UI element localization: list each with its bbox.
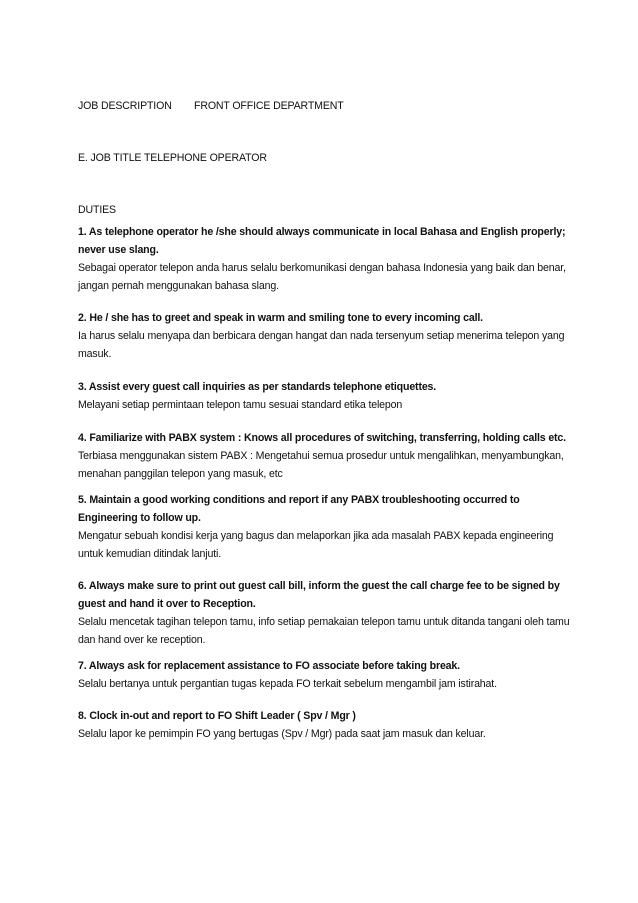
duty-item bbox=[78, 707, 578, 743]
duty-indonesian-text: Selalu bertanya untuk pergantian tugas kepada FO terkait sebelum mengambil jam istirahat. bbox=[78, 678, 497, 690]
duties-heading: DUTIES bbox=[78, 204, 116, 216]
duty-item bbox=[78, 223, 578, 295]
document-header bbox=[78, 97, 578, 115]
duty-indonesian-text: Selalu mencetak tagihan telepon tamu, info setiap pemakaian telepon tamu untuk ditanda tangani oleh tamu dan hand over ke reception. bbox=[78, 616, 570, 646]
header-department: FRONT OFFICE DEPARTMENT bbox=[194, 100, 344, 112]
duty-english-text: 3. Assist every guest call inquiries as per standards telephone etiquettes. bbox=[78, 381, 437, 393]
duty-english-text: 1. As telephone operator he /she should always communicate in local Bahasa and English properly; never use slang. bbox=[78, 226, 566, 256]
duty-indonesian-text: Ia harus selalu menyapa dan berbicara dengan hangat dan nada tersenyum setiap menerima telepon yang masuk. bbox=[78, 330, 565, 360]
duty-indonesian-text: Selalu lapor ke pemimpin FO yang bertugas (Spv / Mgr) pada saat jam masuk dan keluar. bbox=[78, 728, 486, 740]
job-title: E. JOB TITLE TELEPHONE OPERATOR bbox=[78, 152, 267, 164]
duty-item bbox=[78, 378, 578, 414]
duty-item bbox=[78, 309, 578, 363]
duty-indonesian-text: Terbiasa menggunakan sistem PABX : Mengetahui semua prosedur untuk mengalihkan, menyambungkan, menahan panggilan telepon yang masuk, etc bbox=[78, 450, 564, 480]
header-job-description: JOB DESCRIPTION bbox=[78, 100, 172, 112]
duty-indonesian-text: Melayani setiap permintaan telepon tamu sesuai standard etika telepon bbox=[78, 399, 403, 411]
duty-english-text: 8. Clock in-out and report to FO Shift Leader ( Spv / Mgr ) bbox=[78, 710, 356, 722]
duty-item bbox=[78, 491, 578, 563]
duty-english-text: 4. Familiarize with PABX system : Knows all procedures of switching, transferring, holding calls etc. bbox=[78, 432, 566, 444]
duty-english-text: 5. Maintain a good working conditions and report if any PABX troubleshooting occurred to Engineering to follow up. bbox=[78, 494, 520, 524]
document-content bbox=[78, 97, 578, 743]
duty-english-text: 6. Always make sure to print out guest call bill, inform the guest the call charge fee to be signed by guest and hand it over to Reception. bbox=[78, 580, 560, 610]
duty-item bbox=[78, 429, 578, 483]
duty-english-text: 7. Always ask for replacement assistance to FO associate before taking break. bbox=[78, 660, 460, 672]
duty-item bbox=[78, 657, 578, 693]
duty-indonesian-text: Sebagai operator telepon anda harus selalu berkomunikasi dengan bahasa Indonesia yang baik dan benar, jangan pernah menggunakan bahasa slang. bbox=[78, 262, 566, 292]
duty-indonesian-text: Mengatur sebuah kondisi kerja yang bagus dan melaporkan jika ada masalah PABX kepada engineering untuk kemudian ditindak lanjuti. bbox=[78, 530, 554, 560]
duty-english-text: 2. He / she has to greet and speak in warm and smiling tone to every incoming call. bbox=[78, 312, 483, 324]
duty-item bbox=[78, 577, 578, 649]
